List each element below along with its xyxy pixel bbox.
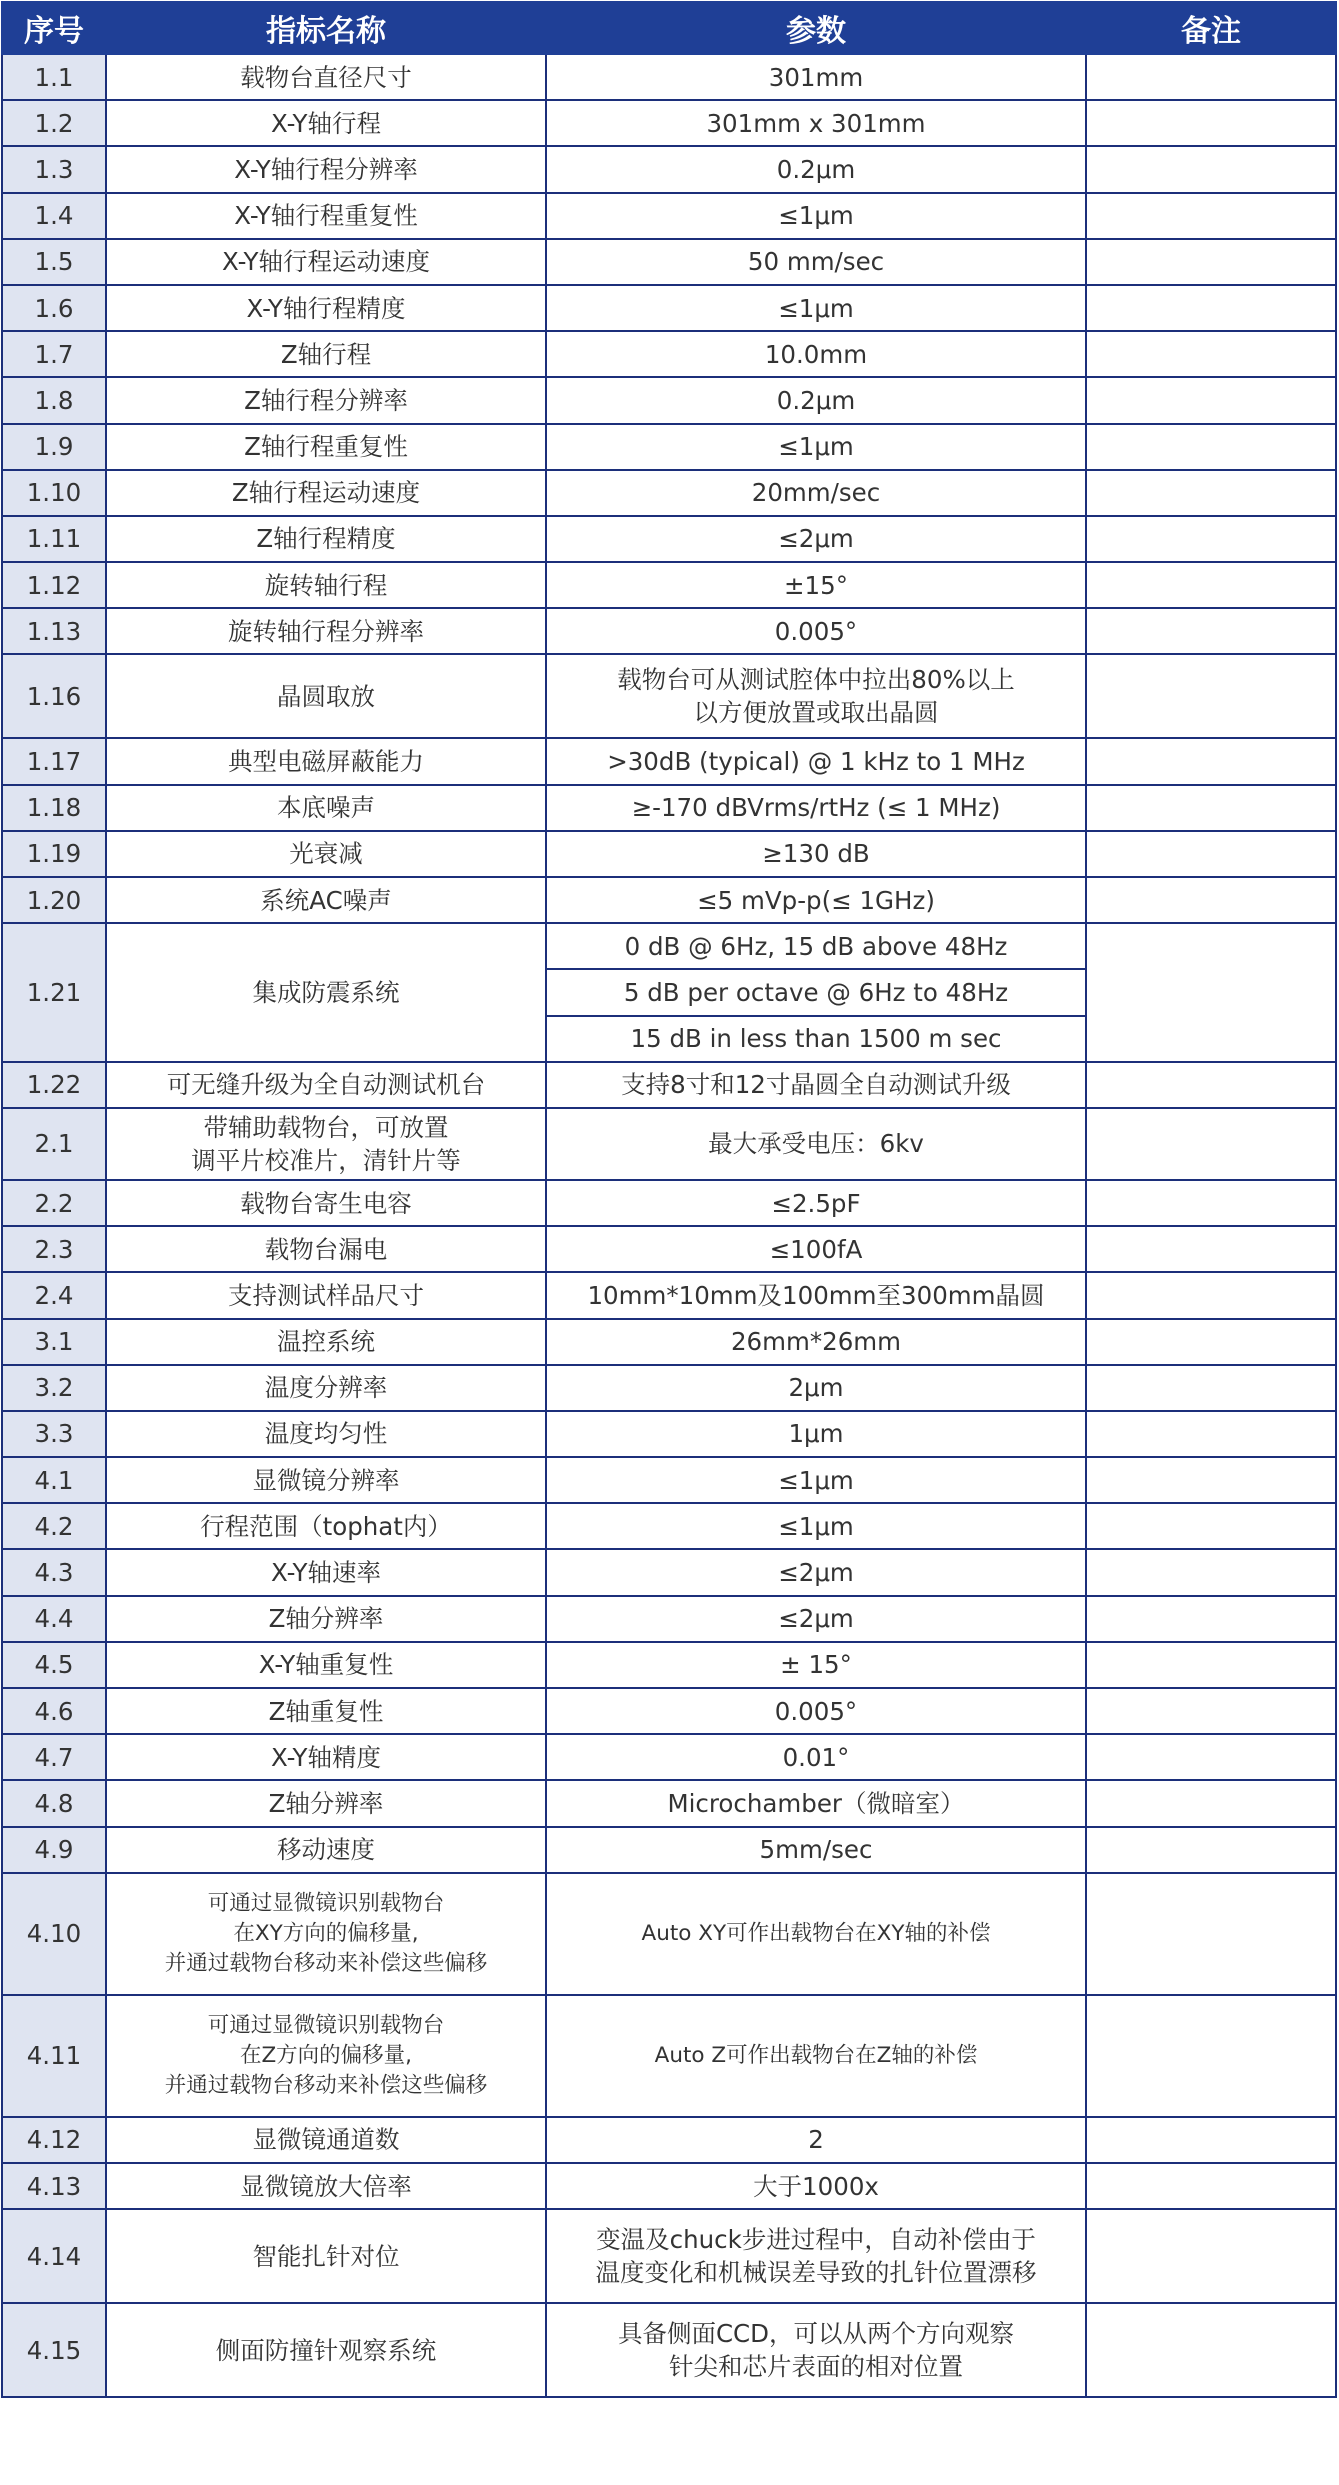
row-note: [1086, 516, 1336, 562]
row-name: 显微镜通道数: [106, 2117, 546, 2163]
row-note: [1086, 1642, 1336, 1688]
row-param: ≤2μm: [546, 516, 1086, 562]
row-index: 4.8: [2, 1780, 106, 1826]
row-param: ≤2μm: [546, 1596, 1086, 1642]
table-row: [2, 1873, 1336, 1995]
table-row: [2, 146, 1336, 192]
row-index: 1.13: [2, 608, 106, 654]
row-param: 20mm/sec: [546, 470, 1086, 516]
row-name: 载物台漏电: [106, 1226, 546, 1272]
row-index: 1.17: [2, 738, 106, 784]
table-row: [2, 1827, 1336, 1873]
row-index: 3.1: [2, 1319, 106, 1365]
row-param: 0.2μm: [546, 377, 1086, 423]
table-row: [2, 1108, 1336, 1180]
header-note: 备注: [1086, 2, 1336, 54]
row-index: 4.10: [2, 1873, 106, 1995]
row-note: [1086, 239, 1336, 285]
row-name: 载物台寄生电容: [106, 1180, 546, 1226]
table-row: [2, 1596, 1336, 1642]
row-name: 系统AC噪声: [106, 877, 546, 923]
row-param: 0.005°: [546, 1688, 1086, 1734]
row-param: 0 dB @ 6Hz, 15 dB above 48Hz: [546, 923, 1086, 969]
row-name: Z轴重复性: [106, 1688, 546, 1734]
row-name: 温度分辨率: [106, 1365, 546, 1411]
row-param: ≥-170 dBVrms/rtHz (≤ 1 MHz): [546, 785, 1086, 831]
table-row: [2, 1365, 1336, 1411]
row-index: 3.2: [2, 1365, 106, 1411]
row-index: 1.12: [2, 562, 106, 608]
row-index: 4.4: [2, 1596, 106, 1642]
row-index: 4.15: [2, 2303, 106, 2397]
row-note: [1086, 1365, 1336, 1411]
row-index: 1.16: [2, 654, 106, 738]
row-index: 1.1: [2, 54, 106, 100]
row-index: 1.7: [2, 331, 106, 377]
row-note: [1086, 1226, 1336, 1272]
row-index: 4.3: [2, 1549, 106, 1595]
row-index: 1.2: [2, 100, 106, 146]
row-index: 1.10: [2, 470, 106, 516]
row-param: ±15°: [546, 562, 1086, 608]
row-name: 显微镜分辨率: [106, 1457, 546, 1503]
row-param-line: 变温及chuck步进过程中，自动补偿由于: [596, 2225, 1036, 2255]
row-param-line: 载物台可从测试腔体中拉出80%以上: [617, 665, 1015, 695]
row-name: 智能扎针对位: [106, 2209, 546, 2303]
row-index: 1.9: [2, 424, 106, 470]
table-row: [2, 1780, 1336, 1826]
row-param: 大于1000x: [546, 2163, 1086, 2209]
row-param: 2: [546, 2117, 1086, 2163]
row-param: 15 dB in less than 1500 m sec: [546, 1016, 1086, 1062]
row-name: 可无缝升级为全自动测试机台: [106, 1062, 546, 1108]
row-name: [106, 1995, 546, 2117]
row-name: Z轴行程重复性: [106, 424, 546, 470]
row-note: [1086, 1549, 1336, 1595]
row-name: X-Y轴精度: [106, 1734, 546, 1780]
row-name: X-Y轴行程运动速度: [106, 239, 546, 285]
row-param: 301mm: [546, 54, 1086, 100]
row-param: Auto XY可作出载物台在XY轴的补偿: [546, 1873, 1086, 1995]
table-row: [2, 1503, 1336, 1549]
row-param: ≤5 mVp-p(≤ 1GHz): [546, 877, 1086, 923]
row-name: Z轴分辨率: [106, 1596, 546, 1642]
table-row: [2, 100, 1336, 146]
row-note: [1086, 1688, 1336, 1734]
row-param: 0.2μm: [546, 146, 1086, 192]
row-note: [1086, 1873, 1336, 1995]
row-note: [1086, 562, 1336, 608]
row-index: 4.11: [2, 1995, 106, 2117]
row-param: ≤2μm: [546, 1549, 1086, 1595]
row-param-line: 温度变化和机械误差导致的扎针位置漂移: [595, 2258, 1037, 2288]
table-row: [2, 831, 1336, 877]
row-name: 显微镜放大倍率: [106, 2163, 546, 2209]
row-index: 4.14: [2, 2209, 106, 2303]
table-row: [2, 424, 1336, 470]
row-note: [1086, 470, 1336, 516]
row-name: X-Y轴行程分辨率: [106, 146, 546, 192]
row-name: 支持测试样品尺寸: [106, 1272, 546, 1318]
table-row: [2, 2117, 1336, 2163]
row-note: [1086, 2163, 1336, 2209]
row-name: X-Y轴重复性: [106, 1642, 546, 1688]
table-row: [2, 738, 1336, 784]
row-name-line: 可通过显微镜识别载物台: [207, 1890, 445, 1916]
row-param: 0.01°: [546, 1734, 1086, 1780]
row-index: 1.4: [2, 193, 106, 239]
row-name: X-Y轴行程: [106, 100, 546, 146]
row-note: [1086, 54, 1336, 100]
row-index: 4.2: [2, 1503, 106, 1549]
row-index: 4.1: [2, 1457, 106, 1503]
row-note: [1086, 100, 1336, 146]
row-name: 晶圆取放: [106, 654, 546, 738]
row-name: 集成防震系统: [106, 923, 546, 1062]
table-row: [2, 785, 1336, 831]
row-param: ≥130 dB: [546, 831, 1086, 877]
row-index: 1.22: [2, 1062, 106, 1108]
table-row: [2, 608, 1336, 654]
header-row: [2, 2, 1336, 54]
row-param: 支持8寸和12寸晶圆全自动测试升级: [546, 1062, 1086, 1108]
row-index: 2.2: [2, 1180, 106, 1226]
table-row: [2, 1319, 1336, 1365]
row-name: 旋转轴行程分辨率: [106, 608, 546, 654]
table-row: [2, 2209, 1336, 2303]
row-index: 1.21: [2, 923, 106, 1062]
row-param: [546, 2209, 1086, 2303]
table-row: [2, 1995, 1336, 2117]
row-note: [1086, 1596, 1336, 1642]
row-index: 1.18: [2, 785, 106, 831]
header-name: 指标名称: [106, 2, 546, 54]
row-name: 温度均匀性: [106, 1411, 546, 1457]
row-index: 4.5: [2, 1642, 106, 1688]
table-row: [2, 516, 1336, 562]
row-note: [1086, 738, 1336, 784]
table-row: [2, 1734, 1336, 1780]
row-name-line: 可通过显微镜识别载物台: [207, 2012, 445, 2038]
row-index: 1.19: [2, 831, 106, 877]
row-param: Auto Z可作出载物台在Z轴的补偿: [546, 1995, 1086, 2117]
row-note: [1086, 1827, 1336, 1873]
row-param: ± 15°: [546, 1642, 1086, 1688]
row-note: [1086, 1503, 1336, 1549]
row-note: [1086, 1995, 1336, 2117]
row-note: [1086, 654, 1336, 738]
row-param: [546, 2303, 1086, 2397]
row-note: [1086, 2209, 1336, 2303]
table-row: [2, 285, 1336, 331]
header-index: 序号: [2, 2, 106, 54]
row-note: [1086, 1272, 1336, 1318]
row-name-line: 并通过载物台移动来补偿这些偏移: [164, 2072, 488, 2098]
row-note: [1086, 2303, 1336, 2397]
row-note: [1086, 285, 1336, 331]
table-row: [2, 470, 1336, 516]
row-param: ≤1μm: [546, 193, 1086, 239]
row-name: 温控系统: [106, 1319, 546, 1365]
row-index: 2.3: [2, 1226, 106, 1272]
row-index: 1.3: [2, 146, 106, 192]
row-name: Z轴分辨率: [106, 1780, 546, 1826]
table-row: [2, 1549, 1336, 1595]
row-param-line: 具备侧面CCD，可以从两个方向观察: [617, 2319, 1015, 2349]
row-name: 行程范围（tophat内）: [106, 1503, 546, 1549]
row-name: 本底噪声: [106, 785, 546, 831]
row-note: [1086, 424, 1336, 470]
row-name: Z轴行程精度: [106, 516, 546, 562]
row-note: [1086, 831, 1336, 877]
row-param: ≤1μm: [546, 1503, 1086, 1549]
table-row: [2, 1642, 1336, 1688]
row-name-line: 在XY方向的偏移量,: [233, 1920, 419, 1946]
table-row: [2, 2303, 1336, 2397]
row-index: 1.6: [2, 285, 106, 331]
row-index: 4.9: [2, 1827, 106, 1873]
table-row: [2, 54, 1336, 100]
table-row: [2, 377, 1336, 423]
row-index: 4.13: [2, 2163, 106, 2209]
row-note: [1086, 331, 1336, 377]
row-param-line: 针尖和芯片表面的相对位置: [669, 2352, 963, 2382]
row-param: ≤1μm: [546, 285, 1086, 331]
row-note: [1086, 1319, 1336, 1365]
row-index: 1.11: [2, 516, 106, 562]
table-row: [2, 1226, 1336, 1272]
table-row: [2, 239, 1336, 285]
row-param-line: 以方便放置或取出晶圆: [693, 698, 939, 728]
row-name: Z轴行程分辨率: [106, 377, 546, 423]
row-name: 移动速度: [106, 1827, 546, 1873]
row-name-line: 并通过载物台移动来补偿这些偏移: [164, 1950, 488, 1976]
row-note: [1086, 1108, 1336, 1180]
row-name-line: 调平片校准片，清针片等: [191, 1145, 461, 1175]
table-row: [2, 877, 1336, 923]
row-param: 2μm: [546, 1365, 1086, 1411]
table-row: [2, 193, 1336, 239]
row-param: 1μm: [546, 1411, 1086, 1457]
row-index: 2.1: [2, 1108, 106, 1180]
row-name: Z轴行程: [106, 331, 546, 377]
row-name: 侧面防撞针观察系统: [106, 2303, 546, 2397]
row-param: 最大承受电压：6kv: [546, 1108, 1086, 1180]
row-note: [1086, 1457, 1336, 1503]
row-note: [1086, 146, 1336, 192]
row-name: 光衰减: [106, 831, 546, 877]
row-note: [1086, 785, 1336, 831]
row-param: 301mm x 301mm: [546, 100, 1086, 146]
table-row: [2, 2163, 1336, 2209]
row-param: 50 mm/sec: [546, 239, 1086, 285]
row-note: [1086, 1180, 1336, 1226]
table-row: [2, 1411, 1336, 1457]
row-index: 2.4: [2, 1272, 106, 1318]
table-row: [2, 654, 1336, 738]
row-param: Microchamber（微暗室）: [546, 1780, 1086, 1826]
row-index: 3.3: [2, 1411, 106, 1457]
row-note: [1086, 2117, 1336, 2163]
table-row: [2, 562, 1336, 608]
row-note: [1086, 193, 1336, 239]
table-row: [2, 1688, 1336, 1734]
row-name: 典型电磁屏蔽能力: [106, 738, 546, 784]
row-param: ≤2.5pF: [546, 1180, 1086, 1226]
row-param: 10mm*10mm及100mm至300mm晶圆: [546, 1272, 1086, 1318]
row-note: [1086, 1411, 1336, 1457]
row-param: >30dB (typical) @ 1 kHz to 1 MHz: [546, 738, 1086, 784]
table-row: [2, 1062, 1336, 1108]
row-name: X-Y轴行程精度: [106, 285, 546, 331]
row-param: ≤100fA: [546, 1226, 1086, 1272]
row-name-line: 在Z方向的偏移量,: [239, 2042, 413, 2068]
row-name: X-Y轴行程重复性: [106, 193, 546, 239]
row-index: 1.8: [2, 377, 106, 423]
row-param: 0.005°: [546, 608, 1086, 654]
spec-table: [1, 1, 1337, 2398]
row-param: ≤1μm: [546, 1457, 1086, 1503]
row-note: [1086, 1780, 1336, 1826]
table-row: [2, 923, 1336, 969]
row-name-line: 带辅助载物台，可放置: [203, 1112, 449, 1142]
row-param: [546, 654, 1086, 738]
row-name: [106, 1108, 546, 1180]
row-index: 4.6: [2, 1688, 106, 1734]
row-note: [1086, 877, 1336, 923]
row-name: X-Y轴速率: [106, 1549, 546, 1595]
table-row: [2, 1457, 1336, 1503]
row-note: [1086, 1734, 1336, 1780]
table-row: [2, 1180, 1336, 1226]
row-note: [1086, 377, 1336, 423]
row-param: 26mm*26mm: [546, 1319, 1086, 1365]
row-note: [1086, 923, 1336, 1062]
row-index: 4.12: [2, 2117, 106, 2163]
row-name: Z轴行程运动速度: [106, 470, 546, 516]
row-param: 5mm/sec: [546, 1827, 1086, 1873]
row-note: [1086, 608, 1336, 654]
table-row: [2, 331, 1336, 377]
row-name: 载物台直径尺寸: [106, 54, 546, 100]
row-param: 5 dB per octave @ 6Hz to 48Hz: [546, 969, 1086, 1015]
row-index: 1.5: [2, 239, 106, 285]
row-note: [1086, 1062, 1336, 1108]
row-name: 旋转轴行程: [106, 562, 546, 608]
table-row: [2, 1272, 1336, 1318]
row-index: 4.7: [2, 1734, 106, 1780]
row-index: 1.20: [2, 877, 106, 923]
row-name: [106, 1873, 546, 1995]
header-param: 参数: [546, 2, 1086, 54]
row-param: 10.0mm: [546, 331, 1086, 377]
row-param: ≤1μm: [546, 424, 1086, 470]
